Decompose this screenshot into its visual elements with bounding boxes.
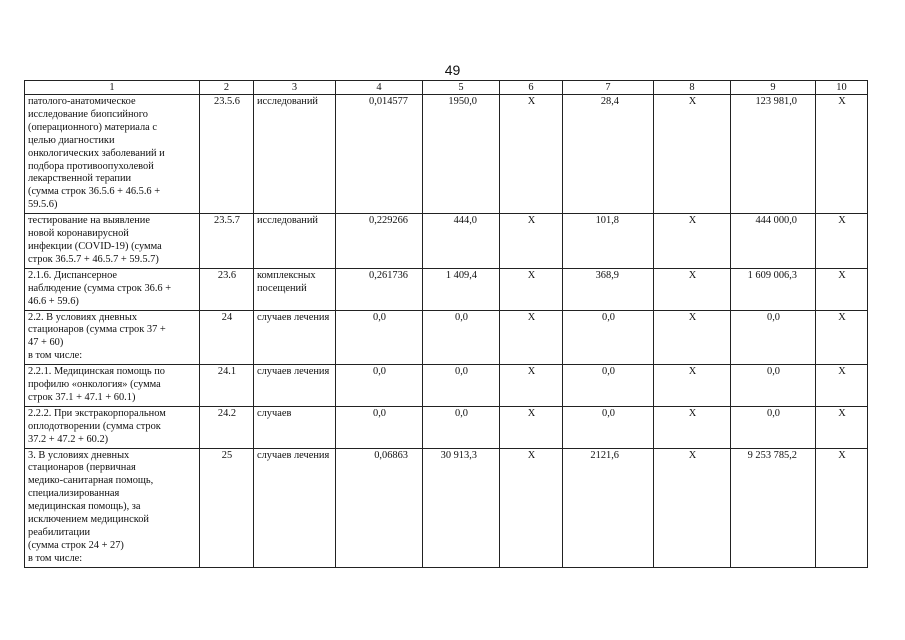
row-col10: Х (816, 214, 868, 269)
row-code: 24.2 (200, 406, 254, 448)
row-col9: 0,0 (731, 406, 816, 448)
page-number: 49 (444, 62, 461, 78)
table-row (25, 406, 868, 448)
row-col8: Х (654, 95, 731, 214)
row-col6: Х (500, 448, 563, 567)
header-row (25, 81, 868, 95)
row-col7: 0,0 (563, 310, 654, 365)
row-col4: 0,0 (336, 406, 423, 448)
col-header-3: 3 (254, 81, 336, 95)
row-unit: исследований (254, 214, 336, 269)
row-col10: Х (816, 448, 868, 567)
row-col6: Х (500, 406, 563, 448)
row-col8: Х (654, 214, 731, 269)
row-col5: 0,0 (423, 310, 500, 365)
row-col4: 0,261736 (336, 268, 423, 310)
row-col10: Х (816, 268, 868, 310)
row-col8: Х (654, 310, 731, 365)
table-row (25, 310, 868, 365)
row-col5: 1 409,4 (423, 268, 500, 310)
row-col8: Х (654, 268, 731, 310)
row-name: 2.2.1. Медицинская помощь по профилю «онкология» (сумма строк 37.1 + 47.1 + 60.1) (25, 365, 200, 407)
row-col8: Х (654, 406, 731, 448)
row-col9: 1 609 006,3 (731, 268, 816, 310)
row-col4: 0,0 (336, 365, 423, 407)
row-col7: 28,4 (563, 95, 654, 214)
row-col5: 0,0 (423, 406, 500, 448)
col-header-6: 6 (500, 81, 563, 95)
table-row (25, 214, 868, 269)
row-name: 2.1.6. Диспансерное наблюдение (сумма строк 36.6 + 46.6 + 59.6) (25, 268, 200, 310)
table-row (25, 365, 868, 407)
row-col10: Х (816, 406, 868, 448)
row-code: 23.6 (200, 268, 254, 310)
row-unit: случаев лечения (254, 310, 336, 365)
col-header-2: 2 (200, 81, 254, 95)
row-col6: Х (500, 268, 563, 310)
col-header-4: 4 (336, 81, 423, 95)
row-code: 23.5.6 (200, 95, 254, 214)
col-header-1: 1 (25, 81, 200, 95)
row-col9: 123 981,0 (731, 95, 816, 214)
row-col7: 0,0 (563, 406, 654, 448)
row-unit: случаев лечения (254, 448, 336, 567)
row-unit: комплексных посещений (254, 268, 336, 310)
row-col6: Х (500, 310, 563, 365)
table-row (25, 95, 868, 214)
row-code: 24 (200, 310, 254, 365)
table-row (25, 448, 868, 567)
data-table (24, 80, 868, 568)
row-name: 2.2.2. При экстракорпоральном оплодотворении (сумма строк 37.2 + 47.2 + 60.2) (25, 406, 200, 448)
row-unit: исследований (254, 95, 336, 214)
row-col6: Х (500, 95, 563, 214)
col-header-8: 8 (654, 81, 731, 95)
row-col9: 9 253 785,2 (731, 448, 816, 567)
row-unit: случаев лечения (254, 365, 336, 407)
row-col8: Х (654, 365, 731, 407)
row-col4: 0,0 (336, 310, 423, 365)
row-col7: 368,9 (563, 268, 654, 310)
row-col10: Х (816, 310, 868, 365)
row-col7: 0,0 (563, 365, 654, 407)
row-col10: Х (816, 95, 868, 214)
row-col8: Х (654, 448, 731, 567)
row-col4: 0,229266 (336, 214, 423, 269)
row-unit: случаев (254, 406, 336, 448)
row-col10: Х (816, 365, 868, 407)
row-code: 24.1 (200, 365, 254, 407)
row-col6: Х (500, 365, 563, 407)
row-col7: 2121,6 (563, 448, 654, 567)
row-col9: 0,0 (731, 365, 816, 407)
row-col6: Х (500, 214, 563, 269)
row-col5: 0,0 (423, 365, 500, 407)
row-col9: 444 000,0 (731, 214, 816, 269)
col-header-5: 5 (423, 81, 500, 95)
row-col4: 0,014577 (336, 95, 423, 214)
row-col5: 30 913,3 (423, 448, 500, 567)
row-name: 3. В условиях дневных стационаров (первичная медико-санитарная помощь, специализированная медицинская помощь), за исключением медицинской реабилитации (сумма строк 24 + 27) в том числе: (25, 448, 200, 567)
row-col5: 1950,0 (423, 95, 500, 214)
table-row (25, 268, 868, 310)
row-name: 2.2. В условиях дневных стационаров (сумма строк 37 + 47 + 60) в том числе: (25, 310, 200, 365)
row-code: 23.5.7 (200, 214, 254, 269)
col-header-7: 7 (563, 81, 654, 95)
row-col5: 444,0 (423, 214, 500, 269)
row-col7: 101,8 (563, 214, 654, 269)
row-col9: 0,0 (731, 310, 816, 365)
row-name: патолого-анатомическое исследование биопсийного (операционного) материала с целью диагностики онкологических заболеваний и подбора противоопухолевой лекарственной терапии (сумма строк 36.5.6 + 46.5.6 + 59.5.6) (25, 95, 200, 214)
row-name: тестирование на выявление новой коронавирусной инфекции (COVID-19) (сумма строк 36.5.7 + 46.5.7 + 59.5.7) (25, 214, 200, 269)
row-col4: 0,06863 (336, 448, 423, 567)
col-header-10: 10 (816, 81, 868, 95)
row-code: 25 (200, 448, 254, 567)
col-header-9: 9 (731, 81, 816, 95)
